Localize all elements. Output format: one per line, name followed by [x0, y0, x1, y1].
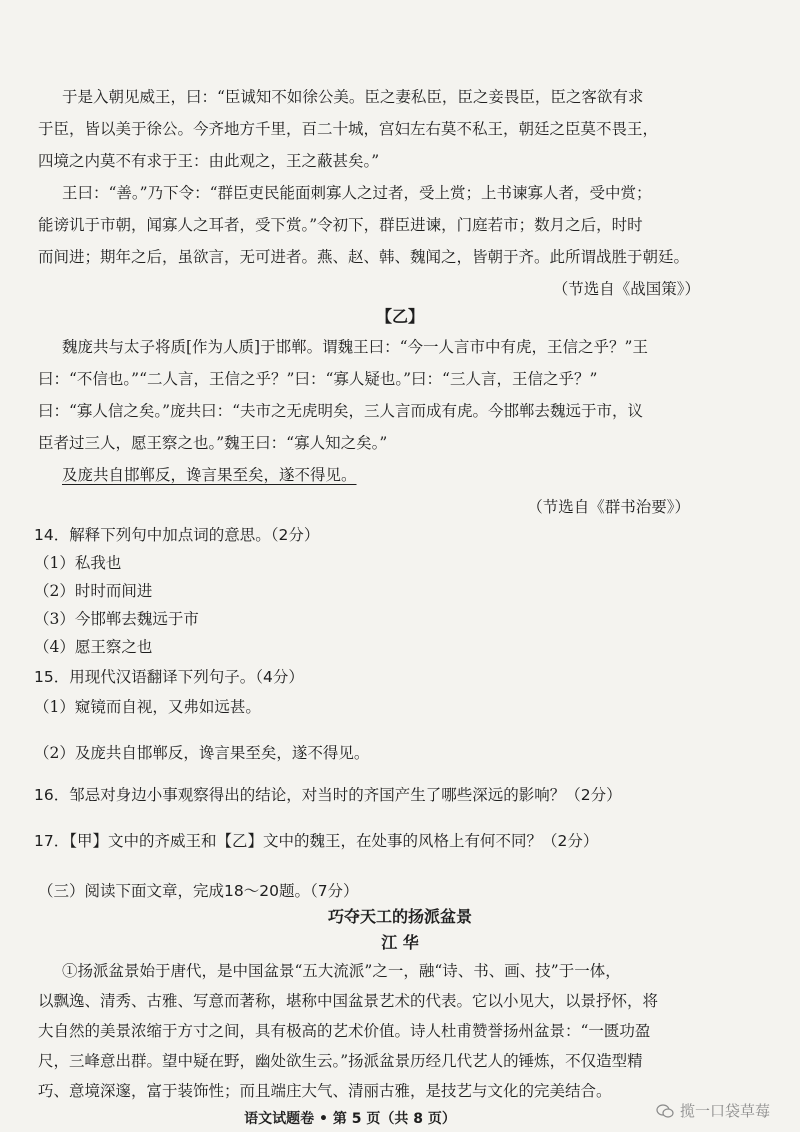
q15-stem: 15．用现代汉语翻译下列句子。（4分）: [34, 668, 304, 686]
q14-stem: 14．解释下列句中加点词的意思。（2分）: [34, 526, 320, 544]
q14-item-2: （2）时时而间进: [34, 582, 153, 600]
yi-heading: 【乙】: [375, 307, 424, 326]
q14-item-3: （3）今邯郸去魏远于市: [34, 610, 199, 628]
jia-source: （节选自《战国策》）: [552, 280, 700, 298]
jia-line-4: 王曰：“善。”乃下令：“群臣吏民能面刺寡人之过者，受上赏；上书谏寡人者，受中赏；: [62, 184, 652, 202]
yi-line-2: 曰：“不信也。”“二人言，王信之乎？”曰：“寡人疑也。”曰：“三人言，王信之乎？”: [38, 370, 598, 388]
page-footer: 语文试题卷 • 第 5 页（共 8 页）: [244, 1111, 456, 1127]
jia-line-6: 而间进；期年之后，虽欲言，无可进者。燕、赵、韩、魏闻之，皆朝于齐。此所谓战胜于朝廷。: [38, 248, 690, 266]
yi-source: （节选自《群书治要》）: [527, 498, 690, 516]
jia-line-3: 四境之内莫不有求于王：由此观之，王之蔽甚矣。”: [38, 152, 380, 170]
q17: 17．【甲】文中的齐威王和【乙】文中的魏王，在处事的风格上有何不同？（2分）: [34, 832, 599, 850]
q14-item-1: （1）私我也: [34, 554, 122, 572]
q15-item-2: （2）及庞共自邯郸反，谗言果至矣，遂不得见。: [34, 744, 370, 762]
watermark: [656, 1100, 770, 1121]
article-title: 巧夺天工的扬派盆景: [327, 907, 472, 926]
q14-item-4: （4）愿王察之也: [34, 638, 153, 656]
yi-line-1: 魏庞共与太子将质[作为人质]于邯郸。谓魏王曰：“今一人言市中有虎，王信之乎？”王: [62, 338, 648, 356]
jia-line-2: 于臣，皆以美于徐公。今齐地方千里，百二十城，宫妇左右莫不私王，朝廷之臣莫不畏王，: [38, 120, 659, 138]
yi-line-3: 曰：“寡人信之矣。”庞共曰：“夫市之无虎明矣，三人言而成有虎。今邯郸去魏远于市，议: [38, 402, 644, 420]
watermark-text: 揽一口袋草莓: [679, 1102, 770, 1120]
jia-line-5: 能谤讥于市朝，闻寡人之耳者，受下赏。”令初下，群臣进谏，门庭若市；数月之后，时时: [38, 216, 643, 234]
article-line-2: 以飘逸、清秀、古雅、写意而著称，堪称中国盆景艺术的代表。它以小见大，以景抒怀，将: [38, 992, 659, 1010]
jia-line-1: 于是入朝见威王，曰：“臣诚知不如徐公美。臣之妻私臣，臣之妾畏臣，臣之客欲有求: [62, 88, 644, 106]
wechat-icon: [656, 1104, 674, 1118]
section3-intro: （三）阅读下面文章，完成18～20题。（7分）: [38, 882, 359, 900]
article-author: 江 华: [381, 933, 419, 952]
article-line-5: 巧、意境深邃，富于装饰性；而且端庄大气、清丽古雅，是技艺与文化的完美结合。: [38, 1082, 612, 1100]
yi-underlined-line: 及庞共自邯郸反，谗言果至矣，遂不得见。: [62, 466, 357, 484]
article-line-1: ①扬派盆景始于唐代，是中国盆景“五大流派”之一，融“诗、书、画、技”于一体，: [62, 962, 621, 980]
yi-line-4: 臣者过三人，愿王察之也。”魏王曰：“寡人知之矣。”: [38, 434, 388, 452]
q16: 16．邹忌对身边小事观察得出的结论，对当时的齐国产生了哪些深远的影响？（2分）: [34, 786, 622, 804]
article-line-4: 尺，三峰意出群。望中疑在野，幽处欲生云。”扬派盆景历经几代艺人的锤炼，不仅造型精: [38, 1052, 643, 1070]
q15-item-1: （1）窥镜而自视，又弗如远甚。: [34, 698, 261, 716]
article-line-3: 大自然的美景浓缩于方寸之间，具有极高的艺术价值。诗人杜甫赞誉扬州盆景：“一匮功盈: [38, 1022, 651, 1040]
